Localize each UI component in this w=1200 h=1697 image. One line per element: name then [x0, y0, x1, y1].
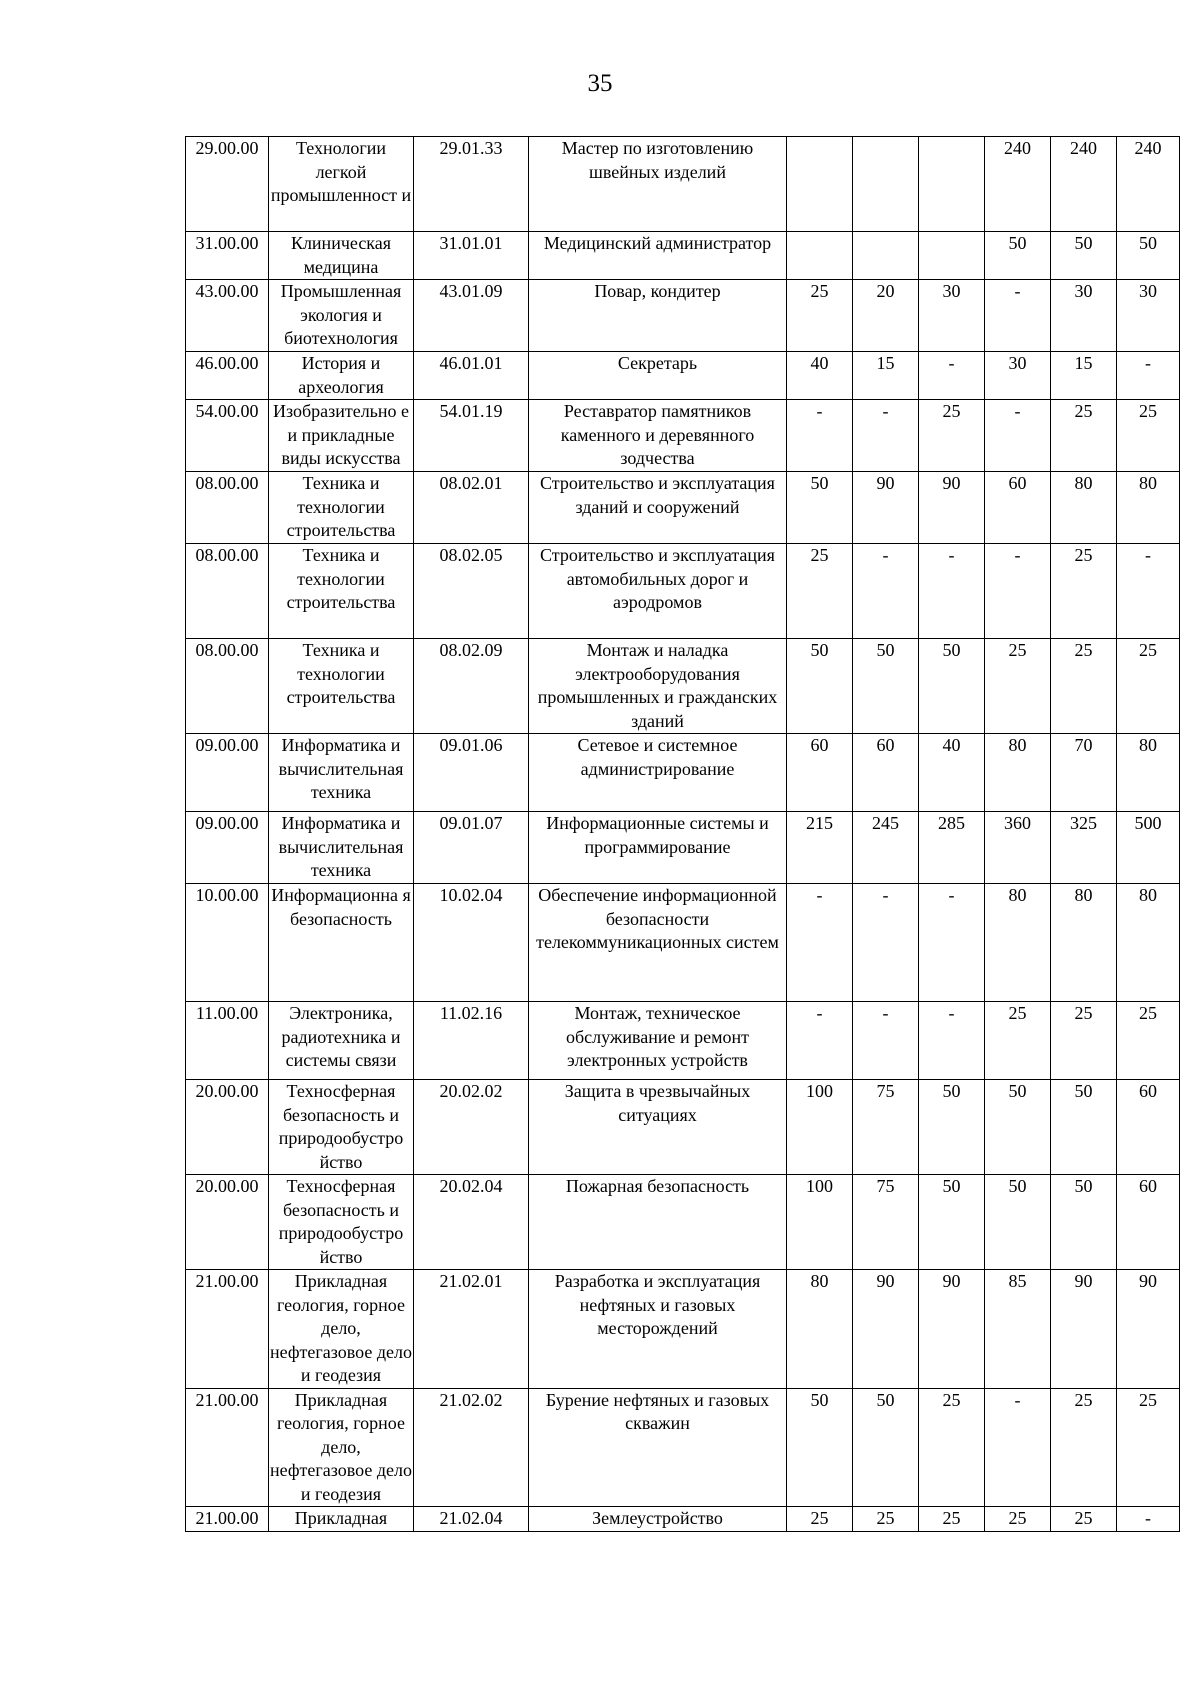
value-cell: 80 [1117, 734, 1180, 812]
group-name-cell: Техносферная безопасность и природообустро йство [269, 1175, 414, 1270]
profession-name-cell: Разработка и эксплуатация нефтяных и газовых месторождений [529, 1270, 787, 1389]
value-cell: 80 [985, 734, 1051, 812]
value-cell: - [985, 400, 1051, 472]
value-cell: 80 [1051, 884, 1117, 1002]
profession-code-cell: 46.01.01 [414, 352, 529, 400]
value-cell: 240 [1117, 137, 1180, 232]
profession-name-cell: Монтаж, техническое обслуживание и ремонт электронных устройств [529, 1002, 787, 1080]
value-cell: - [1117, 1507, 1180, 1532]
table-row [186, 639, 1180, 734]
profession-name-cell: Обеспечение информационной безопасности телекоммуникационных систем [529, 884, 787, 1002]
value-cell [853, 232, 919, 280]
value-cell: 50 [919, 1080, 985, 1175]
value-cell: 25 [1117, 1002, 1180, 1080]
table-row [186, 1002, 1180, 1080]
value-cell: 25 [919, 1507, 985, 1532]
table-row [186, 1270, 1180, 1389]
value-cell: 50 [919, 1175, 985, 1270]
value-cell: 50 [1051, 1080, 1117, 1175]
group-code-cell: 08.00.00 [186, 544, 269, 639]
group-name-cell: Техника и технологии строительства [269, 472, 414, 544]
table-row [186, 352, 1180, 400]
profession-code-cell: 21.02.04 [414, 1507, 529, 1532]
value-cell: - [919, 352, 985, 400]
group-code-cell: 54.00.00 [186, 400, 269, 472]
table-row [186, 1388, 1180, 1507]
value-cell [853, 137, 919, 232]
table-row [186, 544, 1180, 639]
value-cell: 500 [1117, 812, 1180, 884]
group-name-cell: Изобразительно е и прикладные виды искусства [269, 400, 414, 472]
value-cell: 50 [787, 472, 853, 544]
value-cell: 100 [787, 1080, 853, 1175]
value-cell: 100 [787, 1175, 853, 1270]
value-cell: 60 [1117, 1080, 1180, 1175]
profession-code-cell: 43.01.09 [414, 280, 529, 352]
value-cell: 360 [985, 812, 1051, 884]
profession-name-cell: Защита в чрезвычайных ситуациях [529, 1080, 787, 1175]
table-row [186, 1080, 1180, 1175]
value-cell: - [985, 280, 1051, 352]
group-name-cell: Информатика и вычислительная техника [269, 812, 414, 884]
profession-code-cell: 08.02.01 [414, 472, 529, 544]
value-cell: 50 [985, 232, 1051, 280]
enrollment-table [185, 136, 1180, 1532]
value-cell: 20 [853, 280, 919, 352]
value-cell: 60 [787, 734, 853, 812]
group-code-cell: 29.00.00 [186, 137, 269, 232]
value-cell [787, 232, 853, 280]
table-row [186, 812, 1180, 884]
value-cell: 30 [1051, 280, 1117, 352]
value-cell: - [1117, 544, 1180, 639]
profession-code-cell: 21.02.01 [414, 1270, 529, 1389]
value-cell: 285 [919, 812, 985, 884]
group-name-cell: Прикладная геология, горное дело, нефтегазовое дело и геодезия [269, 1388, 414, 1507]
profession-code-cell: 20.02.02 [414, 1080, 529, 1175]
value-cell: 25 [919, 1388, 985, 1507]
value-cell: 25 [1117, 1388, 1180, 1507]
value-cell [919, 137, 985, 232]
value-cell: - [787, 1002, 853, 1080]
table-row [186, 137, 1180, 232]
group-name-cell: Клиническая медицина [269, 232, 414, 280]
value-cell: 60 [985, 472, 1051, 544]
value-cell: 25 [1051, 544, 1117, 639]
profession-code-cell: 08.02.05 [414, 544, 529, 639]
value-cell: 30 [985, 352, 1051, 400]
value-cell: 80 [1117, 472, 1180, 544]
value-cell: 15 [1051, 352, 1117, 400]
group-code-cell: 08.00.00 [186, 639, 269, 734]
group-code-cell: 10.00.00 [186, 884, 269, 1002]
value-cell: 25 [1051, 1002, 1117, 1080]
value-cell: 90 [1051, 1270, 1117, 1389]
value-cell: 90 [919, 1270, 985, 1389]
value-cell: - [919, 884, 985, 1002]
group-name-cell: Техника и технологии строительства [269, 639, 414, 734]
value-cell: 25 [985, 1507, 1051, 1532]
group-code-cell: 11.00.00 [186, 1002, 269, 1080]
value-cell: - [853, 884, 919, 1002]
group-name-cell: Промышленная экология и биотехнология [269, 280, 414, 352]
group-code-cell: 31.00.00 [186, 232, 269, 280]
profession-code-cell: 21.02.02 [414, 1388, 529, 1507]
value-cell: 25 [787, 544, 853, 639]
value-cell: - [853, 544, 919, 639]
profession-code-cell: 09.01.06 [414, 734, 529, 812]
value-cell [919, 232, 985, 280]
profession-name-cell: Мастер по изготовлению швейных изделий [529, 137, 787, 232]
profession-code-cell: 54.01.19 [414, 400, 529, 472]
profession-code-cell: 10.02.04 [414, 884, 529, 1002]
profession-name-cell: Монтаж и наладка электрооборудования промышленных и гражданских зданий [529, 639, 787, 734]
value-cell: - [853, 1002, 919, 1080]
value-cell: 25 [787, 280, 853, 352]
group-code-cell: 20.00.00 [186, 1080, 269, 1175]
profession-name-cell: Землеустройство [529, 1507, 787, 1532]
group-code-cell: 20.00.00 [186, 1175, 269, 1270]
value-cell: 85 [985, 1270, 1051, 1389]
value-cell: - [985, 544, 1051, 639]
value-cell: 80 [1117, 884, 1180, 1002]
value-cell: 50 [853, 1388, 919, 1507]
page-number: 35 [587, 70, 613, 97]
value-cell: 50 [919, 639, 985, 734]
profession-code-cell: 31.01.01 [414, 232, 529, 280]
profession-code-cell: 09.01.07 [414, 812, 529, 884]
value-cell: 90 [919, 472, 985, 544]
group-code-cell: 09.00.00 [186, 812, 269, 884]
table-row [186, 472, 1180, 544]
value-cell: 90 [1117, 1270, 1180, 1389]
table-row [186, 1507, 1180, 1532]
profession-name-cell: Сетевое и системное администрирование [529, 734, 787, 812]
value-cell: 215 [787, 812, 853, 884]
value-cell: - [919, 544, 985, 639]
profession-name-cell: Бурение нефтяных и газовых скважин [529, 1388, 787, 1507]
value-cell: 25 [1051, 639, 1117, 734]
value-cell: 30 [1117, 280, 1180, 352]
value-cell: 25 [1051, 400, 1117, 472]
group-code-cell: 09.00.00 [186, 734, 269, 812]
value-cell: 40 [919, 734, 985, 812]
value-cell: - [1117, 352, 1180, 400]
value-cell: 80 [787, 1270, 853, 1389]
value-cell: 75 [853, 1175, 919, 1270]
group-name-cell: Техносферная безопасность и природообустро йство [269, 1080, 414, 1175]
profession-name-cell: Строительство и эксплуатация зданий и сооружений [529, 472, 787, 544]
profession-name-cell: Пожарная безопасность [529, 1175, 787, 1270]
table-row [186, 734, 1180, 812]
value-cell: 25 [1051, 1507, 1117, 1532]
table-row [186, 232, 1180, 280]
value-cell: 50 [787, 1388, 853, 1507]
value-cell: 240 [985, 137, 1051, 232]
value-cell: 240 [1051, 137, 1117, 232]
table-row [186, 400, 1180, 472]
group-name-cell: Прикладная [269, 1507, 414, 1532]
value-cell: 25 [787, 1507, 853, 1532]
value-cell: - [919, 1002, 985, 1080]
group-name-cell: Электроника, радиотехника и системы связи [269, 1002, 414, 1080]
value-cell: 25 [853, 1507, 919, 1532]
value-cell: 80 [985, 884, 1051, 1002]
profession-name-cell: Информационные системы и программирование [529, 812, 787, 884]
value-cell: - [853, 400, 919, 472]
value-cell: 50 [985, 1080, 1051, 1175]
value-cell: 40 [787, 352, 853, 400]
value-cell: 30 [919, 280, 985, 352]
value-cell: 90 [853, 1270, 919, 1389]
value-cell: 25 [919, 400, 985, 472]
value-cell: 25 [985, 1002, 1051, 1080]
value-cell: 90 [853, 472, 919, 544]
profession-name-cell: Реставратор памятников каменного и деревянного зодчества [529, 400, 787, 472]
profession-name-cell: Строительство и эксплуатация автомобильных дорог и аэродромов [529, 544, 787, 639]
value-cell: 25 [1117, 400, 1180, 472]
table-row [186, 280, 1180, 352]
value-cell: 70 [1051, 734, 1117, 812]
value-cell: 25 [985, 639, 1051, 734]
profession-name-cell: Секретарь [529, 352, 787, 400]
value-cell: - [985, 1388, 1051, 1507]
profession-code-cell: 20.02.04 [414, 1175, 529, 1270]
value-cell: 50 [1051, 232, 1117, 280]
value-cell: 50 [853, 639, 919, 734]
group-code-cell: 43.00.00 [186, 280, 269, 352]
value-cell: 60 [1117, 1175, 1180, 1270]
value-cell: 60 [853, 734, 919, 812]
profession-name-cell: Повар, кондитер [529, 280, 787, 352]
group-code-cell: 46.00.00 [186, 352, 269, 400]
value-cell: 80 [1051, 472, 1117, 544]
value-cell: - [787, 884, 853, 1002]
group-code-cell: 21.00.00 [186, 1270, 269, 1389]
profession-name-cell: Медицинский администратор [529, 232, 787, 280]
group-code-cell: 08.00.00 [186, 472, 269, 544]
value-cell: 245 [853, 812, 919, 884]
value-cell: 25 [1117, 639, 1180, 734]
group-name-cell: Прикладная геология, горное дело, нефтегазовое дело и геодезия [269, 1270, 414, 1389]
value-cell [787, 137, 853, 232]
value-cell: 325 [1051, 812, 1117, 884]
value-cell: 15 [853, 352, 919, 400]
value-cell: 50 [1117, 232, 1180, 280]
value-cell: - [787, 400, 853, 472]
group-name-cell: Информационна я безопасность [269, 884, 414, 1002]
profession-code-cell: 08.02.09 [414, 639, 529, 734]
group-code-cell: 21.00.00 [186, 1388, 269, 1507]
value-cell: 50 [787, 639, 853, 734]
value-cell: 50 [1051, 1175, 1117, 1270]
profession-code-cell: 29.01.33 [414, 137, 529, 232]
group-name-cell: Информатика и вычислительная техника [269, 734, 414, 812]
value-cell: 25 [1051, 1388, 1117, 1507]
table-row [186, 1175, 1180, 1270]
table-row [186, 884, 1180, 1002]
group-name-cell: История и археология [269, 352, 414, 400]
value-cell: 50 [985, 1175, 1051, 1270]
value-cell: 75 [853, 1080, 919, 1175]
group-name-cell: Техника и технологии строительства [269, 544, 414, 639]
group-name-cell: Технологии легкой промышленност и [269, 137, 414, 232]
profession-code-cell: 11.02.16 [414, 1002, 529, 1080]
group-code-cell: 21.00.00 [186, 1507, 269, 1532]
